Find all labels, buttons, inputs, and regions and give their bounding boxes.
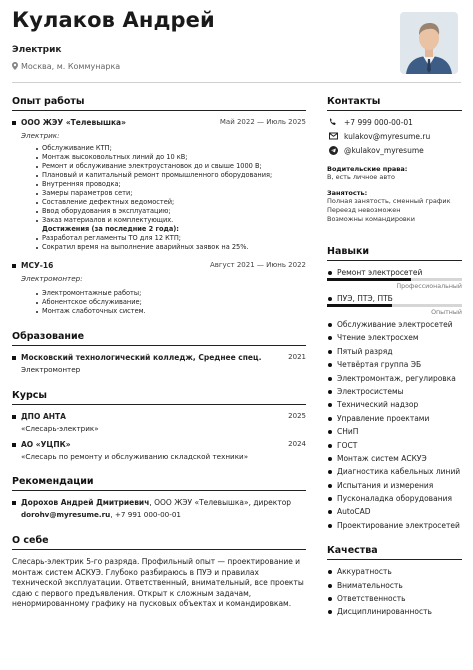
job-duties — [36, 289, 306, 316]
duty-item: Замеры параметров сети; — [36, 189, 306, 198]
sidebar-column — [327, 96, 462, 621]
skill-item: Пусконаладка оборудования — [327, 494, 462, 507]
recommender-phone: , +7 991 000-00-01 — [110, 510, 181, 519]
course-name: ДПО АНТА — [21, 412, 66, 421]
phone-icon — [329, 118, 337, 126]
section-divider — [12, 490, 306, 491]
about-section — [12, 535, 306, 610]
rated-skill — [327, 294, 462, 320]
duty-item: Плановый и капитальный ремонт промышленного оборудования; — [36, 171, 306, 180]
bullet-square — [12, 501, 16, 505]
skill-item: Обслуживание электросетей — [327, 320, 462, 333]
main-column — [12, 96, 306, 610]
courses-section — [12, 390, 306, 461]
location-pin-icon — [12, 62, 18, 70]
achievements-list — [36, 234, 306, 252]
skill-item: Технический надзор — [327, 400, 462, 413]
skill-item: Испытания и измерения — [327, 481, 462, 494]
skill-level-fill — [327, 278, 411, 281]
course-year: 2024 — [288, 440, 306, 448]
skill-item: Четвёртая группа ЭБ — [327, 360, 462, 373]
contact-email[interactable] — [327, 132, 462, 146]
mail-icon — [329, 132, 338, 140]
education-item — [12, 353, 306, 365]
skill-level-label: Опытный — [431, 309, 462, 316]
section-divider — [327, 559, 462, 560]
duty-item: Обслуживание КТП; — [36, 144, 306, 153]
bullet-square — [12, 121, 16, 125]
bullet-square — [12, 264, 16, 268]
education-specialty: Электромонтер — [21, 365, 81, 374]
skill-item: ГОСТ — [327, 441, 462, 454]
job-position: Электрик: — [21, 131, 60, 140]
resume-header — [12, 8, 462, 88]
skill-level-bar — [327, 278, 462, 281]
experience-title: Опыт работы — [12, 96, 85, 107]
education-title: Образование — [12, 331, 85, 342]
achievements-title: Достижения (за последние 2 года): — [42, 225, 179, 233]
section-divider — [327, 260, 462, 261]
bullet-square — [12, 356, 16, 360]
recommendations-section — [12, 476, 306, 519]
course-item — [12, 412, 306, 424]
bullet-square — [12, 415, 16, 419]
contact-phone[interactable] — [327, 118, 462, 132]
contacts-section — [327, 96, 462, 224]
skill-item: Электросистемы — [327, 387, 462, 400]
telegram-icon — [329, 146, 338, 155]
contact-phone-text: +7 999 000-00-01 — [344, 118, 413, 127]
education-year: 2021 — [288, 353, 306, 361]
course-year: 2025 — [288, 412, 306, 420]
about-title: О себе — [12, 535, 49, 546]
experience-section — [12, 96, 306, 316]
job-header — [12, 261, 306, 273]
recommender-name: Дорохов Андрей Дмитриевич — [21, 498, 150, 507]
location-text: Москва, м. Коммунарка — [21, 62, 121, 71]
recommendation-item — [12, 498, 306, 510]
section-divider — [327, 110, 462, 111]
duty-item: Электромонтажные работы; — [36, 289, 306, 298]
recommender-contacts — [21, 510, 306, 519]
duty-item: Заказ материалов и комплектующих. — [36, 216, 306, 225]
recommendation-line — [21, 498, 291, 507]
skill-level-label: Профессиональный — [396, 283, 462, 290]
job-duties — [36, 144, 306, 225]
skill-item: Чтение электросхем — [327, 333, 462, 346]
course-item — [12, 440, 306, 452]
achievement-item: Разработал регламенты ТО для 12 КТП; — [36, 234, 306, 243]
duty-item: Монтаж слаботочных систем. — [36, 307, 306, 316]
job-dates: Май 2022 — Июль 2025 — [219, 118, 306, 126]
recommender-org: , ООО ЖЭУ «Телевышка», директор — [149, 498, 292, 507]
qualities-section — [327, 545, 462, 621]
education-name: Московский технологический колледж, Среднее спец. — [21, 353, 262, 362]
recommendations-title: Рекомендации — [12, 476, 94, 487]
quality-item: Ответственность — [327, 594, 462, 607]
skill-item: Диагностика кабельных линий — [327, 467, 462, 480]
job-dates: Август 2021 — Июнь 2022 — [209, 261, 306, 269]
employment-line: Переезд невозможен — [327, 206, 401, 214]
rated-skill — [327, 268, 462, 294]
profile-photo — [400, 12, 458, 74]
course-title: «Слесарь по ремонту и обслуживанию складской техники» — [21, 452, 249, 461]
about-text: Слесарь-электрик 5-го разряда. Профильный опыт — проектирование и монтаж систем АСКУЭ. Глубоко разбираюсь в ПУЭ и правилах технической эксплуатации. Ответственный, внимательный, все проекты сдаю с первого предъявления. Открыт к сложным задачам, ненормированному графику на пусковых объектах и командировкам. — [12, 557, 304, 608]
employment-label: Занятость: — [327, 189, 368, 197]
duty-item: Ремонт и обслуживание электроустановок до и свыше 1000 В; — [36, 162, 306, 171]
skill-item: AutoCAD — [327, 507, 462, 520]
header-divider — [12, 82, 461, 83]
candidate-name: Кулаков Андрей — [12, 8, 215, 32]
duty-item: Внутренняя проводка; — [36, 180, 306, 189]
rated-skill-name: Ремонт электросетей — [337, 268, 423, 277]
skills-title: Навыки — [327, 246, 370, 257]
duty-item: Составление дефектных ведомостей; — [36, 198, 306, 207]
bullet-square — [12, 443, 16, 447]
skill-item: Проектирование электросетей — [327, 521, 462, 534]
skill-item: Монтаж систем АСКУЭ — [327, 454, 462, 467]
candidate-location — [12, 62, 120, 71]
section-divider — [12, 110, 306, 111]
quality-item: Внимательность — [327, 581, 462, 594]
rated-skill-name: ПУЭ, ПТЭ, ПТБ — [337, 294, 393, 303]
duty-item: Ввод оборудования в эксплуатацию; — [36, 207, 306, 216]
skill-item: Пятый разряд — [327, 347, 462, 360]
achievement-item: Сократил время на выполнение аварийных заявок на 25%. — [36, 243, 306, 252]
job-position: Электромонтер: — [21, 274, 83, 283]
employment-line: Полная занятость, сменный график — [327, 197, 451, 205]
contact-telegram-text: @kulakov_myresume — [344, 146, 424, 155]
bullet-dot — [328, 297, 332, 301]
skills-section — [327, 246, 462, 534]
quality-item: Аккуратность — [327, 567, 462, 580]
courses-title: Курсы — [12, 390, 47, 401]
job-header — [12, 118, 306, 130]
license-value: В, есть личное авто — [327, 173, 395, 181]
skills-list — [327, 320, 462, 534]
course-name: АО «УЦПК» — [21, 440, 71, 449]
section-divider — [12, 345, 306, 346]
skill-level-bar — [327, 304, 462, 307]
duty-item: Монтаж высоковольтных линий до 10 кВ; — [36, 153, 306, 162]
contact-telegram[interactable] — [327, 146, 462, 160]
skill-item: Электромонтаж, регулировка — [327, 374, 462, 387]
section-divider — [12, 404, 306, 405]
employment-line: Возможны командировки — [327, 215, 415, 223]
skill-level-fill — [327, 304, 392, 307]
duty-item: Абонентское обслуживание; — [36, 298, 306, 307]
quality-item: Дисциплинированность — [327, 607, 462, 620]
contacts-title: Контакты — [327, 96, 381, 107]
course-title: «Слесарь-электрик» — [21, 424, 99, 433]
candidate-role: Электрик — [12, 45, 62, 55]
job-company: ООО ЖЭУ «Телевышка» — [21, 118, 126, 127]
job-company: МСУ-16 — [21, 261, 54, 270]
qualities-title: Качества — [327, 545, 378, 557]
contact-email-text: kulakov@myresume.ru — [344, 132, 431, 141]
recommender-email[interactable]: dorohv@myresume.ru — [21, 510, 111, 519]
skill-item: СНиП — [327, 427, 462, 440]
skill-item: Управление проектами — [327, 414, 462, 427]
education-section — [12, 331, 306, 374]
bullet-dot — [328, 271, 332, 275]
license-label: Водительские права: — [327, 165, 408, 173]
qualities-list — [327, 567, 462, 621]
section-divider — [12, 549, 306, 550]
